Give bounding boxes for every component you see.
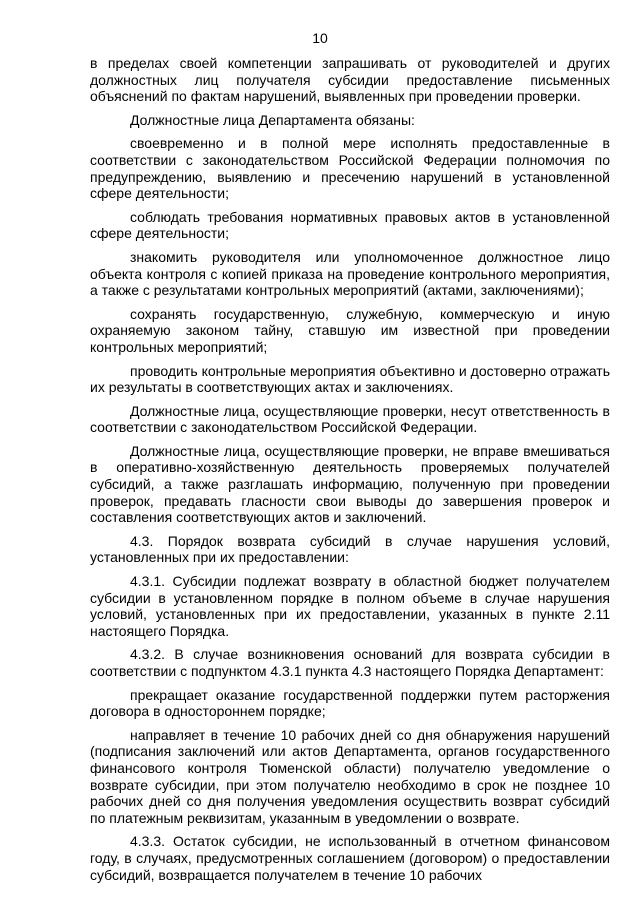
- paragraph: соблюдать требования нормативных правовых актов в установленной сфере деятельности;: [90, 208, 610, 242]
- paragraph: 4.3.3. Остаток субсидии, не использованный в отчетном финансовом году, в случаях, предусмотренных соглашением (договором) о предоставлении субсидий, возвращается получателем в течение 10 рабочих: [90, 833, 610, 883]
- paragraph: 4.3.2. В случае возникновения оснований для возврата субсидии в соответствии с подпунктом 4.3.1 пункта 4.3 настоящего Порядка Департамент:: [90, 646, 610, 679]
- paragraph: прекращает оказание государственной поддержки путем расторжения договора в одностороннем порядке;: [90, 686, 610, 720]
- paragraph: проводить контрольные мероприятия объективно и достоверно отражать их результаты в соответствующих актах и заключениях.: [90, 362, 610, 396]
- paragraph: сохранять государственную, служебную, коммерческую и иную охраняемую законом тайну, ставшую им известной при проведении контрольных мероприятий;: [90, 305, 610, 355]
- paragraph: своевременно и в полной мере исполнять предоставленные в соответствии с законодательством Российской Федерации полномочия по предупреждению, выявлению и пресечению нарушений в установленной сфере деятельности;: [90, 135, 610, 202]
- page-number: 10: [312, 30, 328, 46]
- paragraph: Должностные лица, осуществляющие проверки, не вправе вмешиваться в оперативно-хозяйственную деятельность проверяемых получателей субсидий, а также разглашать информацию, полученную при проведении проверок, предавать гласности свои выводы до завершения проверок и составления соответствующих актов и заключений.: [90, 442, 610, 526]
- paragraph: 4.3.1. Субсидии подлежат возврату в областной бюджет получателем субсидии в установленном порядке в полном объеме в случае нарушения условий, установленных при их предоставлении, указанных в пункте 2.11 настоящего Порядка.: [90, 573, 610, 639]
- paragraph: Должностные лица Департамента обязаны:: [130, 111, 415, 128]
- paragraph: Должностные лица, осуществляющие проверки, несут ответственность в соответствии с законодательством Российской Федерации.: [90, 402, 610, 436]
- section-heading: 4.3. Порядок возврата субсидий в случае нарушения условий, установленных при их предоставлении:: [90, 532, 610, 566]
- paragraph: в пределах своей компетенции запрашивать от руководителей и других должностных лиц получателя субсидии предоставление письменных объяснений по фактам нарушений, выявленных при проведении проверки.: [90, 55, 610, 105]
- paragraph: направляет в течение 10 рабочих дней со дня обнаружения нарушений (подписания заключений или актов Департамента, органов государственного финансового контроля Тюменской области) получателю уведомление о возврате субсидии, при этом получателю необходимо в срок не позднее 10 рабочих дней со дня получения уведомления осуществить возврат субсидий по платежным реквизитам, указанным в уведомлении о возврате.: [90, 726, 610, 826]
- paragraph: знакомить руководителя или уполномоченное должностное лицо объекта контроля с копией приказа на проведение контрольного мероприятия, а также с результатами контрольных мероприятий (актами, заключениями);: [90, 248, 610, 299]
- document-body: [90, 55, 610, 883]
